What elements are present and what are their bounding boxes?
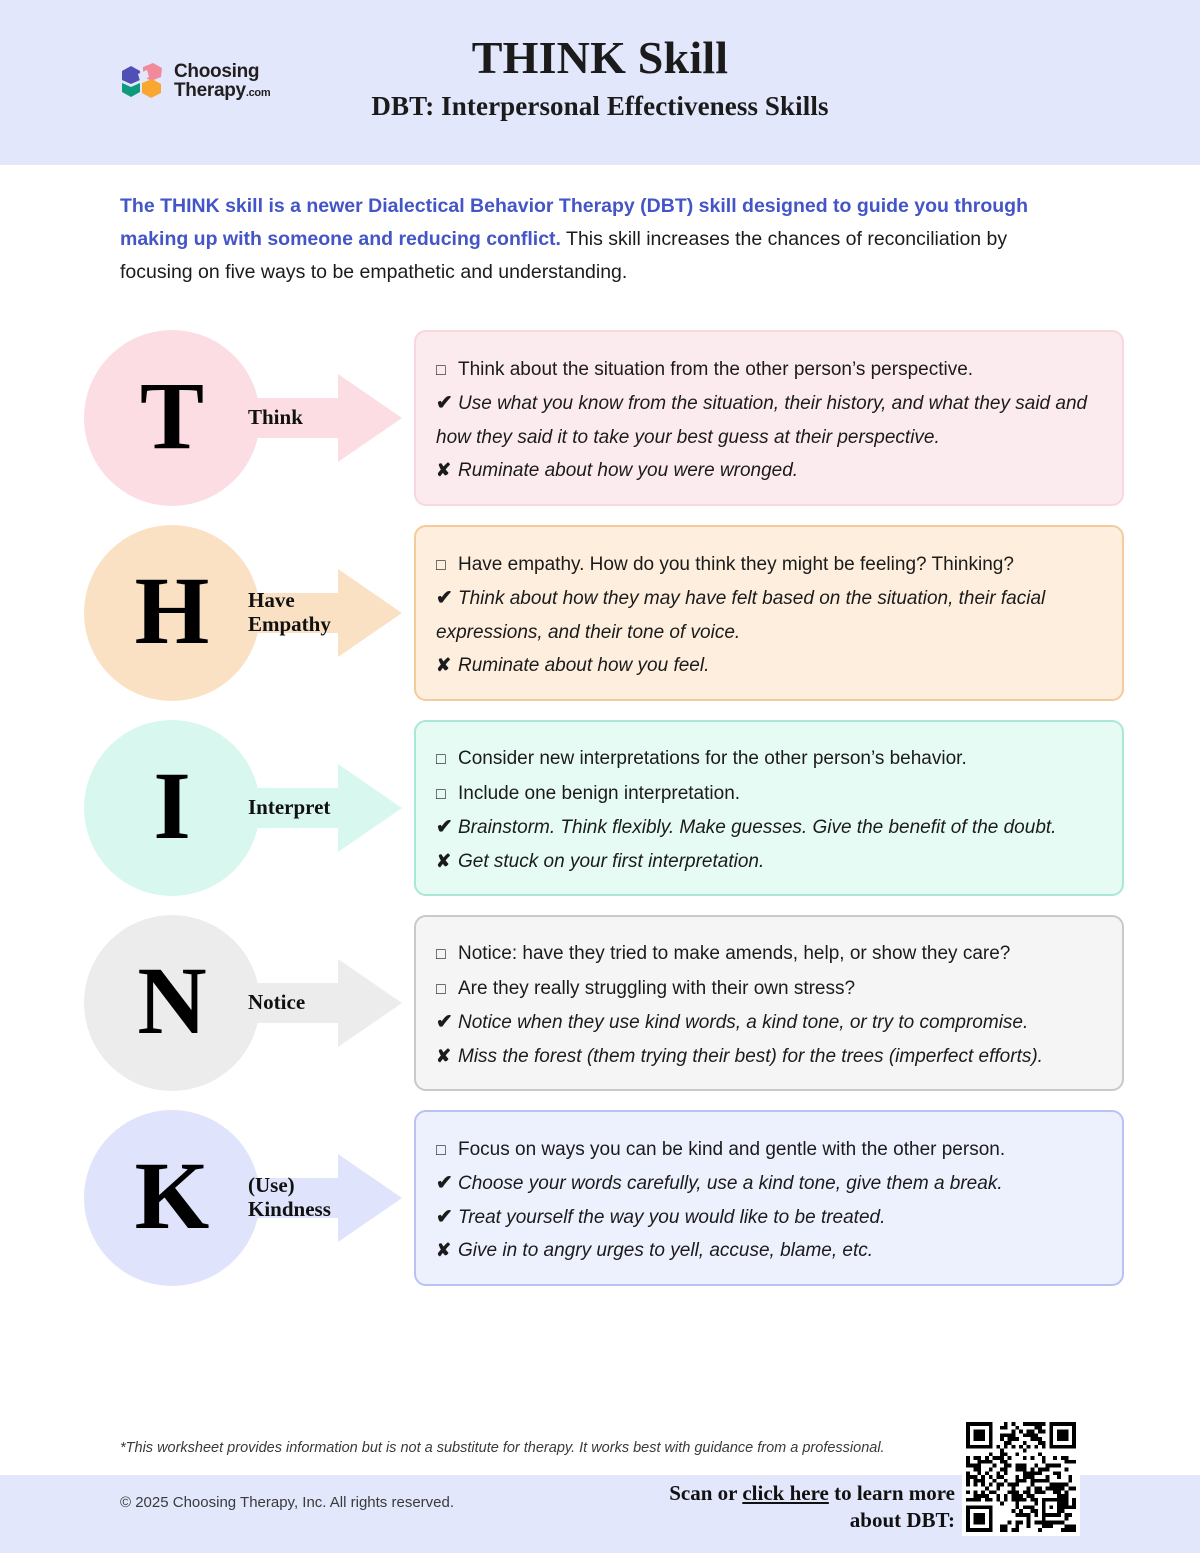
checkbox-icon[interactable]: □ xyxy=(436,556,446,574)
think-skill-rows xyxy=(0,330,1200,1305)
scan-callout xyxy=(600,1480,955,1535)
step-label-text: Interpret xyxy=(248,795,331,820)
page-title: THINK Skill xyxy=(471,32,729,83)
checkbox-item[interactable] xyxy=(436,972,1102,1007)
item-text: Choose your words carefully, use a kind tone, give them a break. xyxy=(458,1173,1003,1194)
circle-letter: H xyxy=(134,557,210,664)
page-subtitle: DBT: Interpersonal Effectiveness Skills xyxy=(371,91,829,122)
step-label xyxy=(248,525,388,701)
title-block xyxy=(0,34,1200,122)
do-item xyxy=(436,1006,1102,1040)
content-box xyxy=(414,1110,1124,1286)
checkbox-item[interactable] xyxy=(436,353,1102,388)
item-text: Focus on ways you can be kind and gentle with the other person. xyxy=(458,1138,1006,1160)
scan-suffix: about DBT: xyxy=(849,1508,955,1533)
checkbox-item[interactable] xyxy=(436,937,1102,972)
step-label-text: Have Empathy xyxy=(248,588,331,636)
item-text: Miss the forest (them trying their best) for the trees (imperfect efforts). xyxy=(458,1045,1043,1067)
checkbox-icon[interactable]: □ xyxy=(436,1141,446,1159)
item-text: Ruminate about how you feel. xyxy=(458,655,710,676)
think-row xyxy=(0,330,1200,506)
checkbox-icon[interactable]: □ xyxy=(436,980,446,998)
dont-item xyxy=(436,454,1102,488)
item-text: Include one benign interpretation. xyxy=(458,782,741,804)
cross-icon: ✘ xyxy=(436,655,452,675)
do-item xyxy=(436,1201,1102,1235)
qr-code[interactable] xyxy=(962,1418,1080,1536)
dont-item xyxy=(436,1234,1102,1268)
logo-dotcom: .com xyxy=(245,87,271,99)
letter-circle-h xyxy=(84,525,260,701)
checkbox-item[interactable] xyxy=(436,777,1102,812)
item-text: Ruminate about how you were wronged. xyxy=(458,460,799,481)
disclaimer-text: *This worksheet provides information but is not a substitute for therapy. It works best with guidance from a professional. xyxy=(120,1440,885,1456)
step-label-text: Think xyxy=(248,405,303,430)
logo-line-choosing: Choosing xyxy=(174,60,260,82)
do-item xyxy=(436,387,1102,454)
dont-item xyxy=(436,1040,1102,1074)
circle-letter: T xyxy=(139,362,205,469)
content-box xyxy=(414,525,1124,701)
dont-item xyxy=(436,649,1102,683)
step-label-text: (Use) Kindness xyxy=(248,1173,331,1221)
think-row xyxy=(0,720,1200,896)
page-header xyxy=(0,0,1200,165)
think-row xyxy=(0,525,1200,701)
intro-rest: This skill increases the chances of reconciliation by focusing on five ways to be empathetic and understanding. xyxy=(120,228,1008,283)
letter-circle-i xyxy=(84,720,260,896)
check-icon: ✔ xyxy=(436,816,453,838)
think-row xyxy=(0,915,1200,1091)
content-box xyxy=(414,330,1124,506)
circle-letter: K xyxy=(134,1142,210,1249)
item-text: Brainstorm. Think flexibly. Make guesses. Give the benefit of the doubt. xyxy=(458,817,1057,838)
step-label xyxy=(248,915,388,1091)
do-item xyxy=(436,811,1102,845)
item-text: Use what you know from the situation, their history, and what they said and how they said it to take your best guess at their perspective. xyxy=(436,393,1088,448)
cross-icon: ✘ xyxy=(436,460,452,480)
dont-item xyxy=(436,845,1102,879)
letter-circle-t xyxy=(84,330,260,506)
logo-line-therapy: Therapy.com xyxy=(174,80,271,101)
checkbox-item[interactable] xyxy=(436,1133,1102,1168)
letter-circle-n xyxy=(84,915,260,1091)
check-icon: ✔ xyxy=(436,587,453,609)
copyright-text: © 2025 Choosing Therapy, Inc. All rights reserved. xyxy=(120,1494,455,1511)
cross-icon: ✘ xyxy=(436,850,452,871)
do-item xyxy=(436,582,1102,649)
circle-letter: N xyxy=(137,947,207,1054)
item-text: Consider new interpretations for the other person’s behavior. xyxy=(458,748,967,769)
cross-icon: ✘ xyxy=(436,1240,452,1260)
content-box xyxy=(414,720,1124,896)
step-label xyxy=(248,720,388,896)
check-icon: ✔ xyxy=(436,1011,453,1033)
step-label-text: Notice xyxy=(248,990,306,1015)
checkbox-icon[interactable]: □ xyxy=(436,751,446,768)
item-text: Have empathy. How do you think they might be feeling? Thinking? xyxy=(458,553,1014,575)
do-item xyxy=(436,1167,1102,1201)
item-text: Notice: have they tried to make amends, help, or show they care? xyxy=(458,943,1011,964)
letter-circle-k xyxy=(84,1110,260,1286)
scan-mid: to learn more xyxy=(828,1481,955,1505)
think-row xyxy=(0,1110,1200,1286)
content-box xyxy=(414,915,1124,1091)
item-text: Give in to angry urges to yell, accuse, blame, etc. xyxy=(458,1240,874,1261)
checkbox-item[interactable] xyxy=(436,742,1102,777)
scan-prefix: Scan or xyxy=(669,1481,743,1505)
item-text: Get stuck on your first interpretation. xyxy=(458,850,765,872)
item-text: Think about how they may have felt based on the situation, their facial expressions, and their tone of voice. xyxy=(436,588,1046,643)
checkbox-icon[interactable]: □ xyxy=(436,785,446,803)
intro-highlight: The THINK skill is a newer Dialectical Behavior Therapy (DBT) skill designed to guide you through making up with someone and reducing conflict. xyxy=(120,195,1029,250)
step-label xyxy=(248,330,388,506)
check-icon: ✔ xyxy=(436,1205,453,1228)
cross-icon: ✘ xyxy=(436,1045,452,1066)
checkbox-icon[interactable]: □ xyxy=(436,946,446,963)
checkbox-item[interactable] xyxy=(436,548,1102,583)
item-text: Treat yourself the way you would like to be treated. xyxy=(458,1206,886,1228)
checkbox-icon[interactable]: □ xyxy=(436,361,446,379)
item-text: Notice when they use kind words, a kind tone, or try to compromise. xyxy=(458,1012,1029,1033)
intro-paragraph xyxy=(120,190,1070,289)
check-icon: ✔ xyxy=(436,1172,453,1194)
item-text: Are they really struggling with their own stress? xyxy=(458,977,856,999)
item-text: Think about the situation from the other person’s perspective. xyxy=(458,358,974,380)
scan-link[interactable]: click here xyxy=(742,1481,829,1505)
circle-letter: I xyxy=(153,752,191,859)
check-icon: ✔ xyxy=(436,392,453,414)
step-label xyxy=(248,1110,388,1286)
